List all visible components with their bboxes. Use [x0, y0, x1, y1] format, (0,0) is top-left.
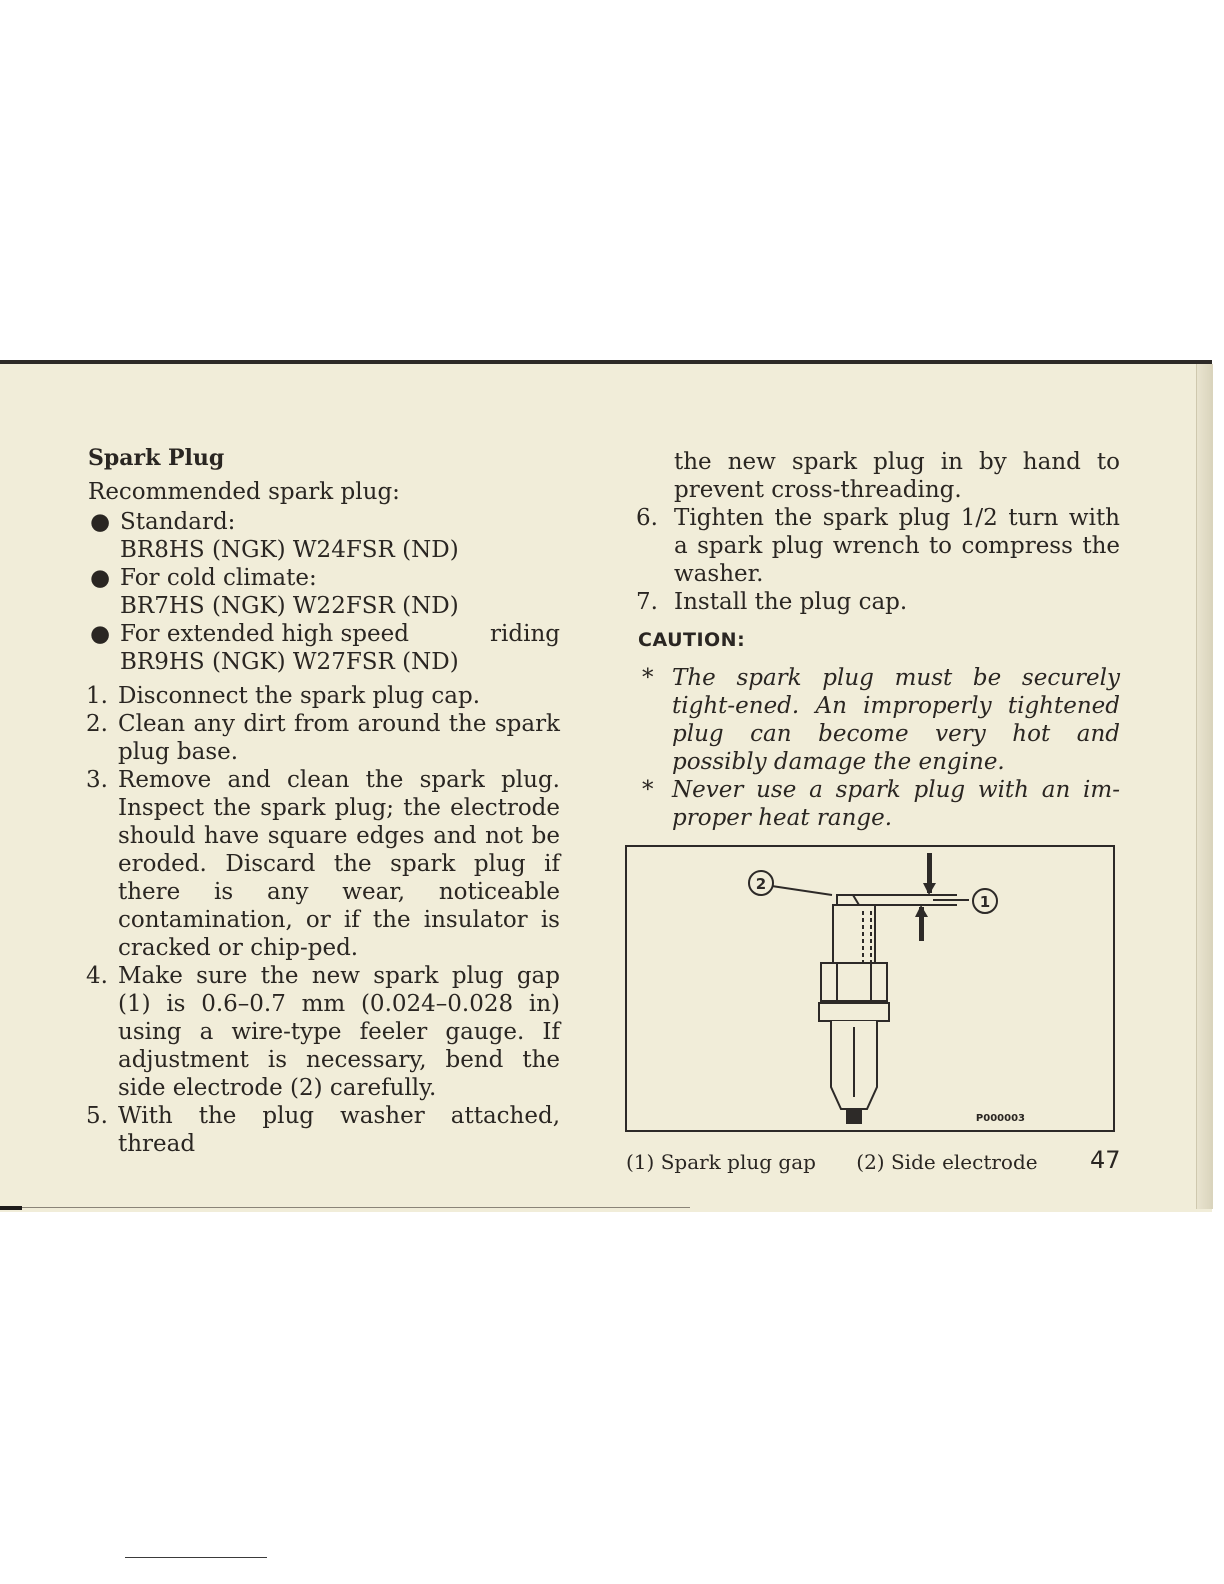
callout-1	[973, 889, 997, 913]
spark-plug-illustration	[627, 847, 1113, 1130]
page-top-rule	[0, 360, 1212, 364]
bullet-label-extra: riding	[490, 621, 560, 647]
bullet-icon: ●	[90, 565, 111, 591]
caution-heading: CAUTION:	[638, 629, 746, 651]
bullet-spec: BR8HS (NGK) W24FSR (ND)	[120, 537, 459, 563]
spark-plug-figure	[625, 845, 1115, 1132]
bullet-icon: ●	[90, 509, 111, 535]
caution-item: * Never use a spark plug with an im-proper heat range.	[642, 777, 1120, 831]
step-continuation: the new spark plug in by hand to prevent cross-threading.	[674, 449, 1120, 503]
bullet-label: Standard:	[120, 509, 236, 535]
asterisk-icon: *	[642, 777, 654, 803]
spark-plug-list	[88, 508, 560, 676]
procedure-steps	[88, 682, 560, 1158]
caption-item-2: (2) Side electrode	[856, 1150, 1038, 1174]
bullet-standard	[88, 508, 560, 564]
figure-code: P000003	[975, 1113, 1025, 1124]
figure-caption	[626, 1150, 1072, 1174]
bullet-high-speed	[88, 620, 560, 676]
page-bottom-rule	[0, 1207, 690, 1208]
right-column	[638, 448, 1120, 832]
callout-2-label: 2	[755, 875, 767, 893]
step-item: 3. Remove and clean the spark plug. Inspect the spark plug; the electrode should have square edges and not be eroded. Discard the spark plug if there is any wear, noticeable contamination, or if the insulator is cracked or chip-ped.	[86, 767, 560, 961]
footer-rule	[125, 1557, 267, 1558]
step-item: 6. Tighten the spark plug 1/2 turn with a spark plug wrench to compress the washer.	[636, 505, 1120, 587]
bullet-label: For extended high speed	[120, 621, 409, 647]
bullet-spec: BR7HS (NGK) W22FSR (ND)	[120, 593, 459, 619]
caution-item: * The spark plug must be securely tight-ened. An improperly tightened plug can become very hot and possibly damage the engine.	[642, 665, 1120, 775]
page-number: 47	[1090, 1146, 1121, 1174]
procedure-steps-continued	[638, 504, 1120, 616]
callout-2	[749, 871, 773, 895]
step-item: 7. Install the plug cap.	[636, 589, 908, 615]
bullet-spec: BR9HS (NGK) W27FSR (ND)	[120, 649, 459, 675]
intro-text: Recommended spark plug:	[88, 479, 400, 505]
step-item: 1. Disconnect the spark plug cap.	[86, 683, 481, 709]
bullet-cold-climate	[88, 564, 560, 620]
step-item: 5. With the plug washer attached, thread	[86, 1103, 560, 1157]
section-heading: Spark Plug	[88, 445, 225, 471]
step-item: 4. Make sure the new spark plug gap (1) is 0.6–0.7 mm (0.024–0.028 in) using a wire-type feeler gauge. If adjustment is necessary, bend the side electrode (2) carefully.	[86, 963, 560, 1101]
page-bottom-mark	[0, 1206, 22, 1210]
caption-item-1: (1) Spark plug gap	[626, 1150, 816, 1174]
bullet-label: For cold climate:	[120, 565, 317, 591]
book-page-edges	[1196, 364, 1213, 1209]
asterisk-icon: *	[642, 665, 654, 691]
bullet-icon: ●	[90, 621, 111, 647]
step-item: 2. Clean any dirt from around the spark plug base.	[86, 711, 560, 765]
callout-1-label: 1	[979, 893, 991, 911]
caution-list	[638, 664, 1120, 832]
left-column	[88, 444, 560, 1158]
